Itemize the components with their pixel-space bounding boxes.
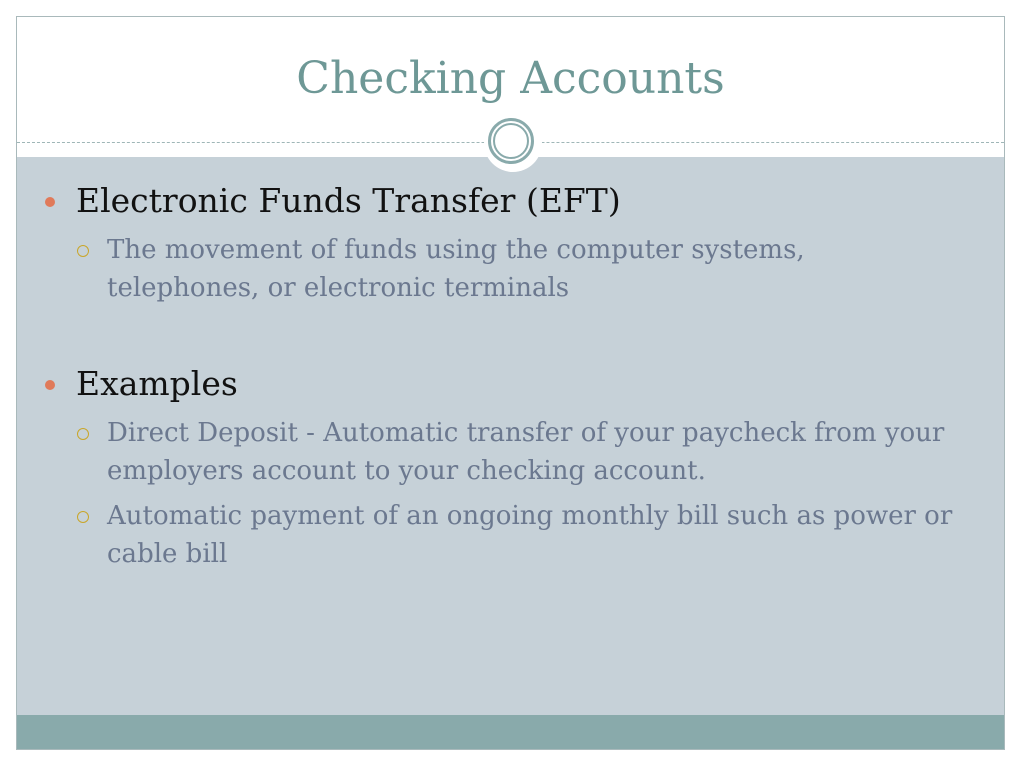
slide-title: Checking Accounts: [296, 53, 725, 104]
footer-band: [17, 715, 1004, 750]
filled-bullet-icon: [45, 197, 55, 207]
sub-bullet-text: Automatic payment of an ongoing monthly bill such as power or cable bill: [107, 501, 953, 569]
section-heading: Examples: [76, 364, 238, 403]
inner-ring-icon: [493, 123, 529, 159]
hollow-bullet-icon: [77, 511, 89, 523]
hollow-bullet-icon: [77, 245, 89, 257]
slide: [16, 16, 1005, 750]
section-heading: Electronic Funds Transfer (EFT): [76, 181, 621, 220]
hollow-bullet-icon: [77, 428, 89, 440]
sub-bullet-text: The movement of funds using the computer systems, telephones, or electronic terminals: [107, 235, 805, 303]
sub-bullet-text: Direct Deposit - Automatic transfer of your paycheck from your employers account to your checking account.: [107, 418, 945, 486]
filled-bullet-icon: [45, 380, 55, 390]
